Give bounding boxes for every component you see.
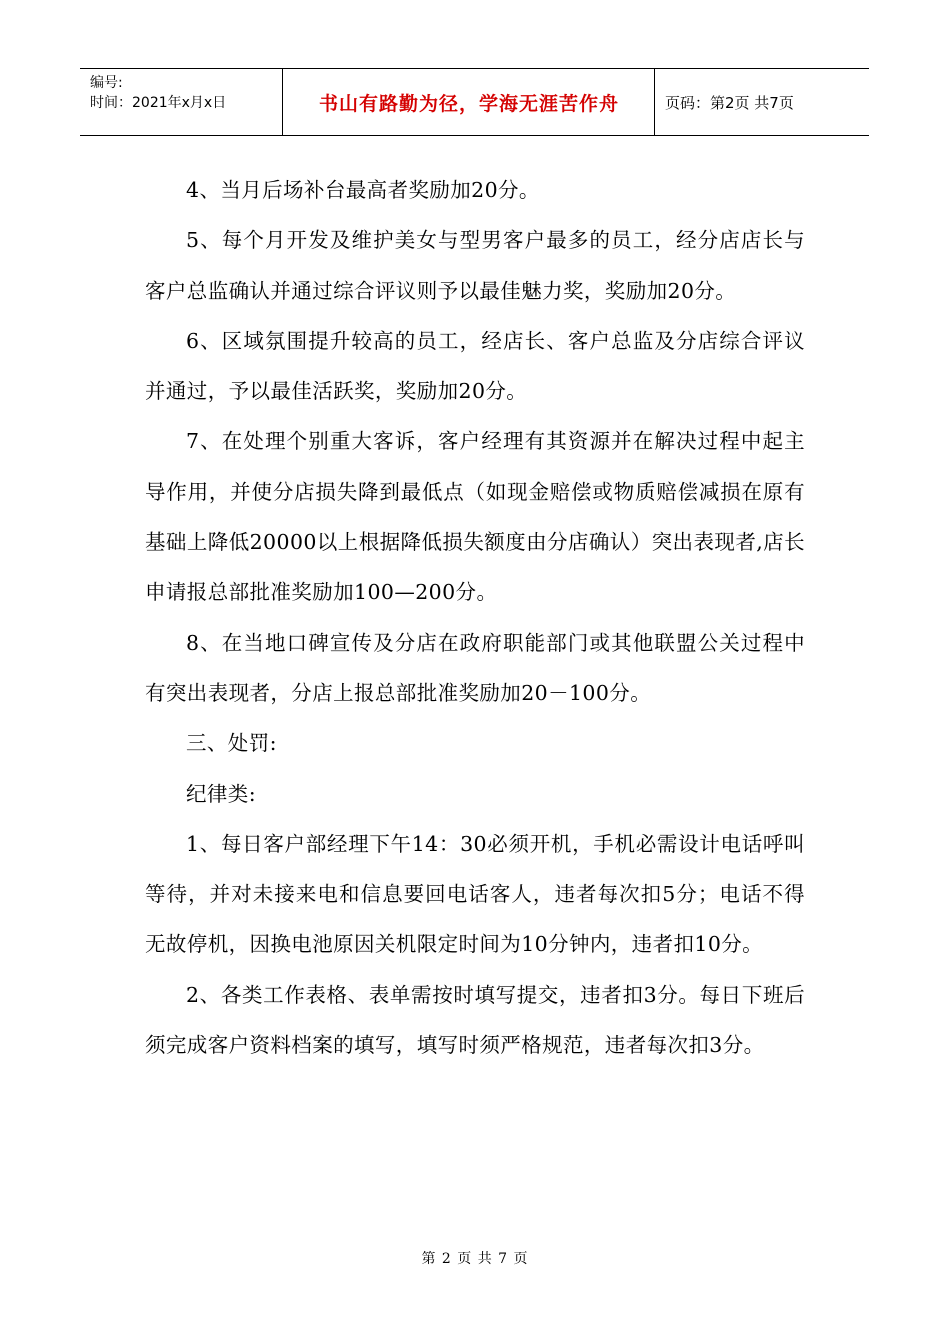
document-body bbox=[145, 165, 805, 1070]
page-header bbox=[80, 68, 869, 136]
page-footer: 第 2 页 共 7 页 bbox=[421, 1251, 529, 1267]
paragraph-reward-5: 5、每个月开发及维护美女与型男客户最多的员工，经分店店长与客户总监确认并通过综合评议则予以最佳魅力奖，奖励加20分。 bbox=[145, 228, 805, 303]
paragraph-reward-4: 4、当月后场补台最高者奖励加20分。 bbox=[186, 178, 540, 202]
header-divider-right bbox=[654, 69, 655, 136]
section-heading-penalty: 三、处罚: bbox=[186, 731, 277, 756]
document-number-label: 编号: bbox=[90, 75, 123, 91]
subsection-heading-discipline: 纪律类: bbox=[186, 781, 257, 806]
paragraph-reward-8: 8、在当地口碑宣传及分店在政府职能部门或其他联盟公关过程中有突出表现者，分店上报总部批准奖励加20－100分。 bbox=[145, 630, 805, 705]
paragraph-reward-7: 7、在处理个别重大客诉，客户经理有其资源并在解决过程中起主导作用，并使分店损失降到最低点（如现金赔偿或物质赔偿减损在原有基础上降低20000以上根据降低损失额度由分店确认）突出表现者,店长申请报总部批准奖励加100—200分。 bbox=[145, 429, 805, 605]
header-meta bbox=[90, 73, 226, 113]
paragraph-penalty-2: 2、各类工作表格、表单需按时填写提交，违者扣3分。每日下班后须完成客户资料档案的填写，填写时须严格规范，违者每次扣3分。 bbox=[145, 982, 805, 1058]
paragraph-reward-6: 6、区域氛围提升较高的员工，经店长、客户总监及分店综合评议并通过，予以最佳活跃奖，奖励加20分。 bbox=[145, 328, 805, 404]
header-motto: 书山有路勤为径，学海无涯苦作舟 bbox=[318, 93, 619, 115]
document-time-label: 时间：2021年x月x日 bbox=[90, 95, 227, 111]
header-page-info: 页码：第2页 共7页 bbox=[665, 94, 794, 112]
paragraph-penalty-1: 1、每日客户部经理下午14：30必须开机，手机必需设计电话呼叫等待，并对未接来电和信息要回电话客人，违者每次扣5分；电话不得无故停机，因换电池原因关机限定时间为10分钟内，违者扣10分。 bbox=[145, 831, 805, 957]
